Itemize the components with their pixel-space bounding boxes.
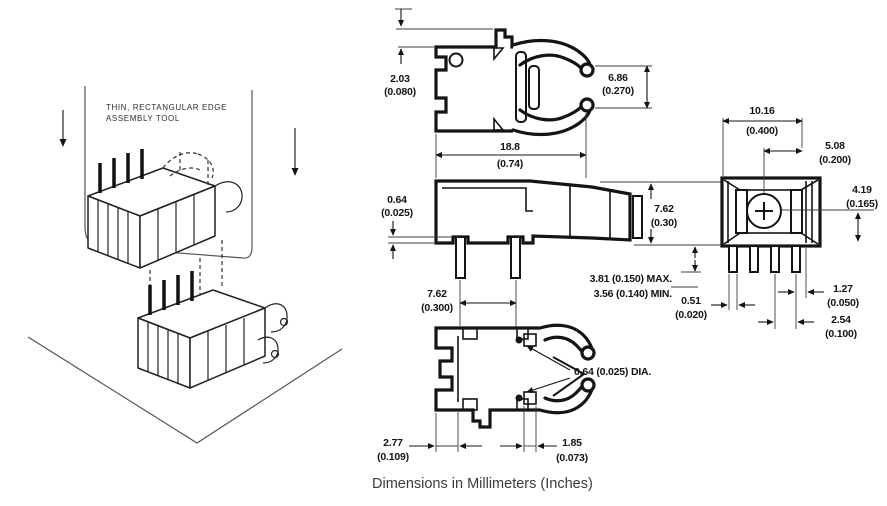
dim-pin-length-max: 3.81 (0.150) MAX. (589, 273, 672, 285)
end-view-pin (750, 246, 758, 272)
side-view-pin (456, 237, 465, 278)
dim-top-width-in: (0.74) (496, 158, 524, 170)
dim-top-width-mm: 18.8 (500, 141, 520, 153)
side-view (381, 181, 722, 336)
top-view-hole (450, 54, 463, 67)
dim-end-half-width-in: (0.200) (819, 154, 851, 166)
dim-bottom-edge-offset-mm: 2.77 (383, 437, 403, 449)
dim-bottom-slot-width-mm: 1.85 (562, 437, 582, 449)
dim-end-width-mm: 10.16 (749, 105, 775, 117)
dim-side-standoff-mm: 0.64 (387, 194, 407, 206)
dim-top-tab-height-in: (0.080) (384, 86, 416, 98)
jaw-tip (581, 64, 593, 76)
dim-top-jaw-gap-mm: 6.86 (608, 72, 628, 84)
bottom-view (377, 325, 651, 464)
top-view (384, 9, 652, 178)
dim-end-pin-width-mm: 0.51 (681, 295, 701, 307)
dim-bottom-slot-width-in: (0.073) (556, 452, 588, 464)
end-view (675, 105, 878, 340)
dim-top-tab-height-mm: 2.03 (390, 73, 410, 85)
pin-hole-dot (516, 337, 523, 344)
assembly-illustration (0, 0, 360, 506)
side-view-pin (511, 237, 520, 278)
dimension-drawings (360, 0, 887, 506)
dim-end-pin-offset-mm: 1.27 (833, 283, 853, 295)
dim-side-standoff-in: (0.025) (381, 207, 413, 219)
jaw-tip (582, 347, 594, 359)
dim-end-pin-width-in: (0.020) (675, 309, 707, 321)
dim-side-pin-spacing-in: (0.300) (421, 302, 453, 314)
top-view-body (436, 30, 513, 131)
dim-end-pin-pitch-mm: 2.54 (831, 314, 851, 326)
dim-bottom-hole-dia: 0.64 (0.025) DIA. (574, 366, 652, 378)
dim-end-width-in: (0.400) (746, 125, 778, 137)
dim-end-pin-offset-in: (0.050) (827, 297, 859, 309)
dim-bottom-edge-offset-in: (0.109) (377, 451, 409, 463)
dim-side-pin-spacing-mm: 7.62 (427, 288, 447, 300)
dim-top-jaw-gap-in: (0.270) (602, 85, 634, 97)
side-view-jaw-tip (633, 196, 642, 238)
jaw-tip (582, 379, 594, 391)
figure-caption: Dimensions in Millimeters (Inches) (372, 476, 593, 492)
dim-pin-length-min: 3.56 (0.140) MIN. (593, 288, 672, 300)
tool-label-line2: ASSEMBLY TOOL (106, 114, 180, 123)
connector-isometric-lower (138, 271, 288, 388)
side-view-body (436, 181, 630, 243)
end-view-pin (771, 246, 779, 272)
dim-end-center-height-mm: 4.19 (852, 184, 872, 196)
tool-label-line1: THIN, RECTANGULAR EDGE (106, 103, 228, 112)
end-view-pin (792, 246, 800, 272)
connector-isometric-upper (88, 149, 242, 268)
jaw-tip (581, 99, 593, 111)
dim-side-height-mm: 7.62 (654, 203, 674, 215)
dim-end-pin-pitch-in: (0.100) (825, 328, 857, 340)
dim-end-center-height-in: (0.165) (846, 198, 878, 210)
dim-end-half-width-mm: 5.08 (825, 140, 845, 152)
end-view-pin (729, 246, 737, 272)
pin-hole-dot (516, 395, 523, 402)
dim-side-height-in: (0.30) (650, 217, 678, 229)
